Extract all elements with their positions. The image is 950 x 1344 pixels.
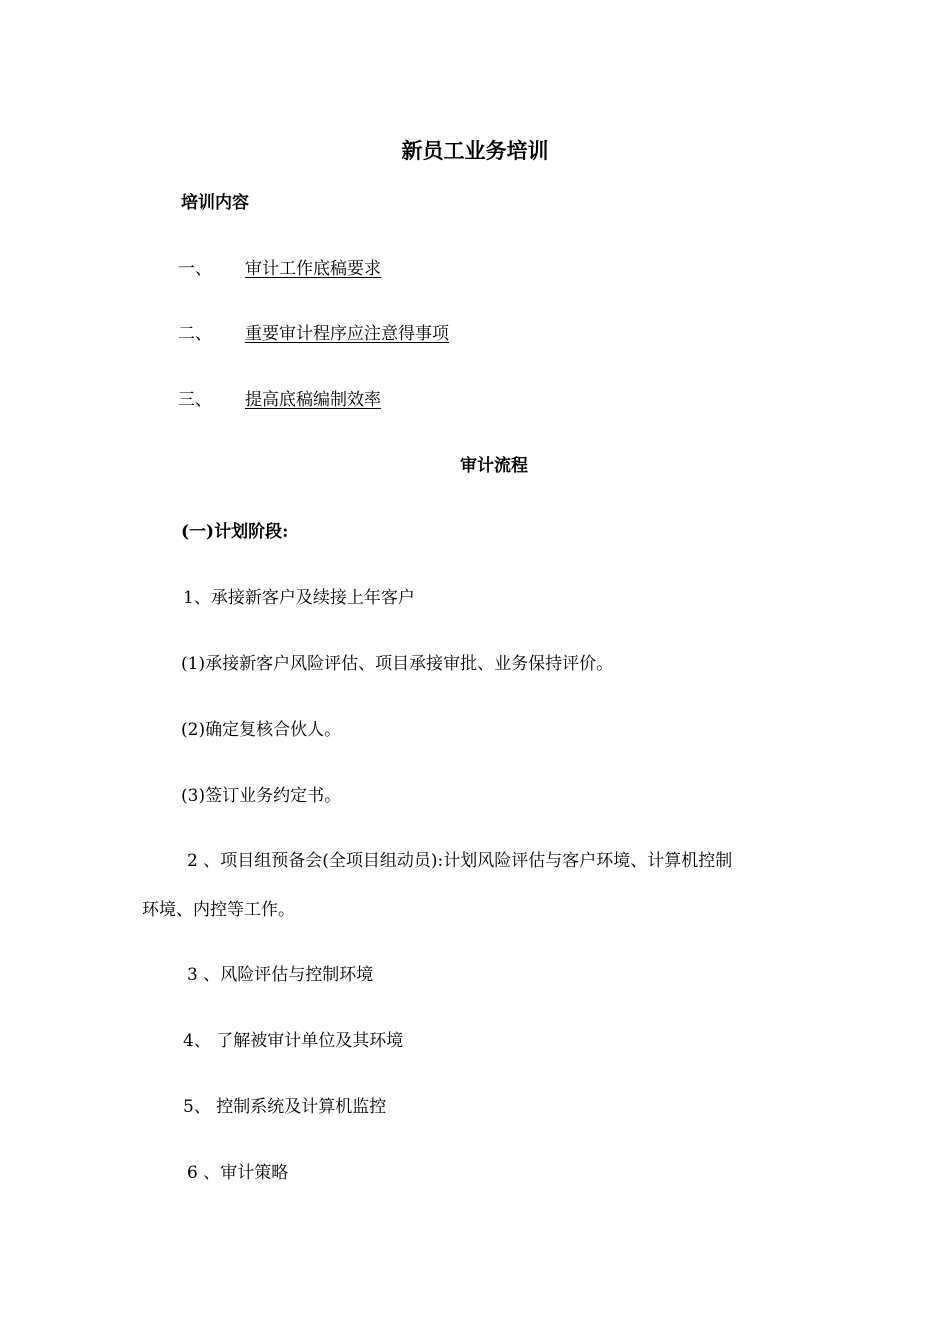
list-item: (1)承接新客户风险评估、项目承接审批、业务保持评价。 [181, 654, 614, 674]
toc-link-key-audit-procedures[interactable]: 重要审计程序应注意得事项 [245, 324, 449, 344]
list-item: 6 、审计策略 [187, 1163, 289, 1183]
list-item: 3 、风险评估与控制环境 [187, 965, 374, 985]
toc-number: 三、 [178, 390, 212, 410]
toc-number: 二、 [178, 324, 212, 344]
list-item: 4、 了解被审计单位及其环境 [183, 1031, 404, 1051]
training-content-heading: 培训内容 [181, 193, 249, 213]
page-title: 新员工业务培训 [401, 138, 549, 163]
list-item: 2 、项目组预备会(全项目组动员):计划风险评估与客户环境、计算机控制 [187, 851, 733, 871]
list-item: (2)确定复核合伙人。 [181, 720, 342, 740]
toc-link-improve-efficiency[interactable]: 提高底稿编制效率 [245, 390, 381, 410]
list-item: 1、承接新客户及续接上年客户 [183, 588, 415, 608]
list-item-continuation: 环境、内控等工作。 [142, 900, 295, 920]
toc-number: 一、 [178, 259, 212, 279]
toc-link-workpaper-requirements[interactable]: 审计工作底稿要求 [245, 259, 381, 279]
list-item: (3)签订业务约定书。 [181, 786, 342, 806]
list-item: 5、 控制系统及计算机监控 [183, 1097, 387, 1117]
section-heading-audit-process: 审计流程 [460, 456, 528, 476]
phase-heading-planning: (一)计划阶段: [181, 522, 289, 542]
